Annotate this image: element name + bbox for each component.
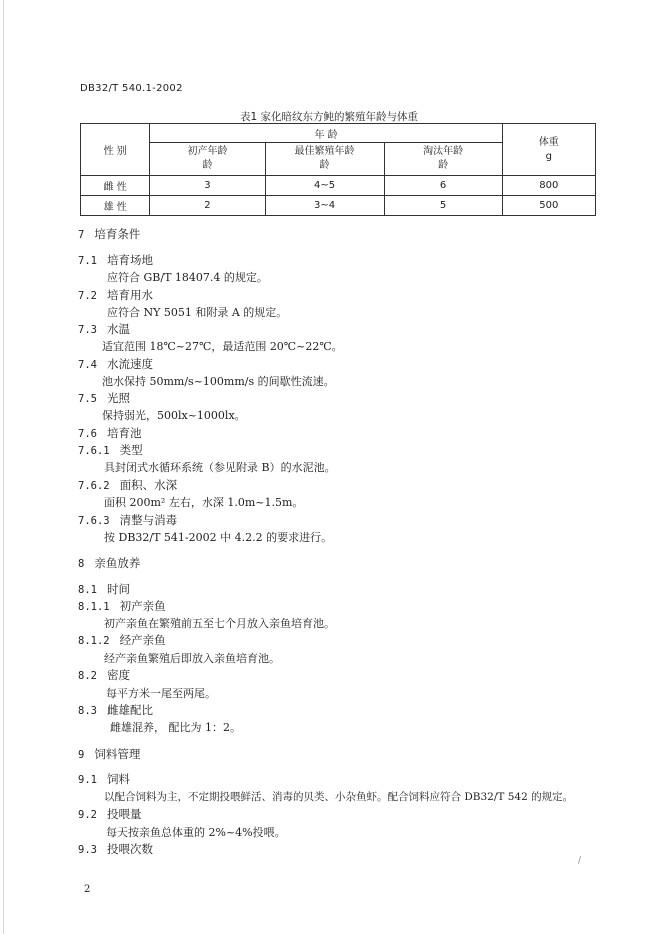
row-first-age: 3: [150, 176, 265, 196]
section-number: 9.1: [78, 774, 97, 786]
weight-header: [502, 124, 595, 176]
section-heading: [78, 702, 153, 718]
section-heading: [78, 598, 166, 614]
body-paragraph: 应符合 NY 5051 和附录 A 的规定。: [107, 306, 288, 319]
section-title: 光照: [106, 391, 130, 405]
section-title: 经产亲鱼: [119, 633, 166, 647]
scan-mark: /: [578, 856, 582, 866]
sex-header: 性 别: [81, 124, 150, 176]
section-heading: [78, 356, 153, 372]
section-number: 9.2: [78, 809, 97, 821]
section-title: 培育场地: [106, 253, 153, 267]
section-title: 饲料: [106, 772, 130, 786]
section-number: 7.2: [78, 290, 97, 302]
standard-code: DB32/T 540.1-2002: [80, 83, 183, 94]
section-number: 8: [78, 558, 85, 570]
row-cull-age: 6: [384, 176, 502, 196]
section-title: 初产亲鱼: [119, 599, 166, 613]
row-weight: 500: [502, 196, 595, 216]
table-caption: 表1 家化暗纹东方鲀的繁殖年龄与体重: [239, 111, 419, 123]
body-paragraph: 具封闭式水循环系统（参见附录 B）的水泥池。: [104, 461, 336, 474]
body-paragraph: 雌雄混养， 配比为 1：2。: [110, 721, 241, 734]
section-title: 面积、水深: [119, 478, 178, 492]
row-best-age: 3~4: [265, 196, 384, 216]
row-sex: 雄 性: [81, 196, 150, 216]
section-heading: [78, 321, 130, 337]
section-number: 7.6.1: [78, 445, 110, 457]
section-heading: [78, 771, 130, 787]
section-number: 9: [78, 749, 85, 761]
body-paragraph: 每平方米一尾至两尾。: [106, 687, 216, 700]
breeding-age-table: [80, 123, 596, 216]
section-title: 投喂量: [106, 807, 142, 821]
section-number: 7.3: [78, 324, 97, 336]
section-title: 雌雄配比: [106, 703, 153, 717]
section-number: 8.1.2: [78, 635, 110, 647]
page-number: 2: [84, 884, 91, 895]
section-number: 8.2: [78, 670, 97, 682]
body-paragraph: 经产亲鱼繁殖后即放入亲鱼培育池。: [104, 652, 280, 665]
section-heading: [78, 226, 140, 242]
cull-age-unit: 龄: [438, 160, 449, 171]
section-number: 7: [78, 229, 85, 241]
section-title: 培育用水: [106, 288, 153, 302]
section-heading: [78, 442, 143, 458]
section-title: 类型: [119, 443, 143, 457]
cull-age-header: [384, 143, 502, 176]
section-heading: [78, 632, 166, 648]
body-paragraph: 以配合饲料为主，不定期投喂鲜活、消毒的贝类、小杂鱼虾。配合饲料应符合 DB32/T 542 的规定。: [104, 791, 574, 803]
section-title: 投喂次数: [106, 842, 153, 856]
section-heading: [78, 287, 153, 303]
table-row: [81, 176, 596, 196]
section-number: 7.4: [78, 359, 97, 371]
section-number: 8.3: [78, 705, 97, 717]
section-heading: [78, 667, 130, 683]
section-heading: [78, 390, 130, 406]
section-number: 7.5: [78, 393, 97, 405]
body-paragraph: 每天按亲鱼总体重的 2%~4%投喂。: [106, 826, 286, 839]
section-number: 7.6.2: [78, 480, 110, 492]
best-age-header: [265, 143, 384, 176]
body-paragraph: 池水保持 50mm/s~100mm/s 的间歇性流速。: [102, 375, 335, 388]
section-number: 7.6.3: [78, 515, 110, 527]
body-paragraph: 面积 200m² 左右，水深 1.0m~1.5m。: [104, 496, 304, 509]
body-paragraph: 初产亲鱼在繁殖前五至七个月放入亲鱼培育池。: [104, 617, 335, 630]
best-age-unit: 龄: [319, 160, 330, 171]
cull-age-label: 淘汰年龄: [423, 146, 464, 157]
section-number: 7.6: [78, 428, 97, 440]
body-paragraph: 应符合 GB/T 18407.4 的规定。: [107, 271, 268, 284]
section-title: 培育条件: [94, 227, 141, 241]
section-title: 饲料管理: [94, 747, 141, 761]
scan-margin-line: [3, 0, 4, 934]
section-title: 密度: [106, 668, 130, 682]
section-heading: [78, 425, 141, 441]
row-cull-age: 5: [384, 196, 502, 216]
section-heading: [78, 746, 140, 762]
section-title: 亲鱼放养: [94, 556, 141, 570]
section-heading: [78, 841, 153, 857]
row-weight: 800: [502, 176, 595, 196]
section-title: 清整与消毒: [119, 513, 178, 527]
section-heading: [78, 512, 177, 528]
section-number: 8.1: [78, 584, 97, 596]
row-first-age: 2: [150, 196, 265, 216]
section-number: 8.1.1: [78, 601, 110, 613]
first-age-unit: 龄: [202, 160, 213, 171]
age-group-header: 年 龄: [150, 124, 502, 143]
section-title: 时间: [106, 582, 130, 596]
weight-header-label: 体重: [538, 136, 559, 148]
section-heading: [78, 555, 140, 571]
weight-header-unit: g: [545, 150, 552, 162]
section-heading: [78, 581, 130, 597]
best-age-label: 最佳繁殖年龄: [294, 146, 355, 157]
section-title: 水流速度: [106, 357, 153, 371]
body-paragraph: 按 DB32/T 541-2002 中 4.2.2 的要求进行。: [104, 531, 333, 544]
body-paragraph: 适宜范围 18℃~27℃，最适范围 20℃~22℃。: [102, 340, 343, 353]
section-title: 水温: [106, 322, 130, 336]
section-heading: [78, 806, 141, 822]
row-best-age: 4~5: [265, 176, 384, 196]
row-sex: 雌 性: [81, 176, 150, 196]
section-number: 9.3: [78, 844, 97, 856]
first-age-label: 初产年龄: [187, 146, 228, 157]
first-age-header: [150, 143, 265, 176]
table-row: [81, 196, 596, 216]
section-heading: [78, 252, 153, 268]
body-paragraph: 保持弱光，500lx~1000lx。: [102, 409, 246, 422]
section-title: 培育池: [106, 426, 142, 440]
section-heading: [78, 477, 177, 493]
table-header-row-1: [81, 124, 596, 143]
section-number: 7.1: [78, 255, 97, 267]
